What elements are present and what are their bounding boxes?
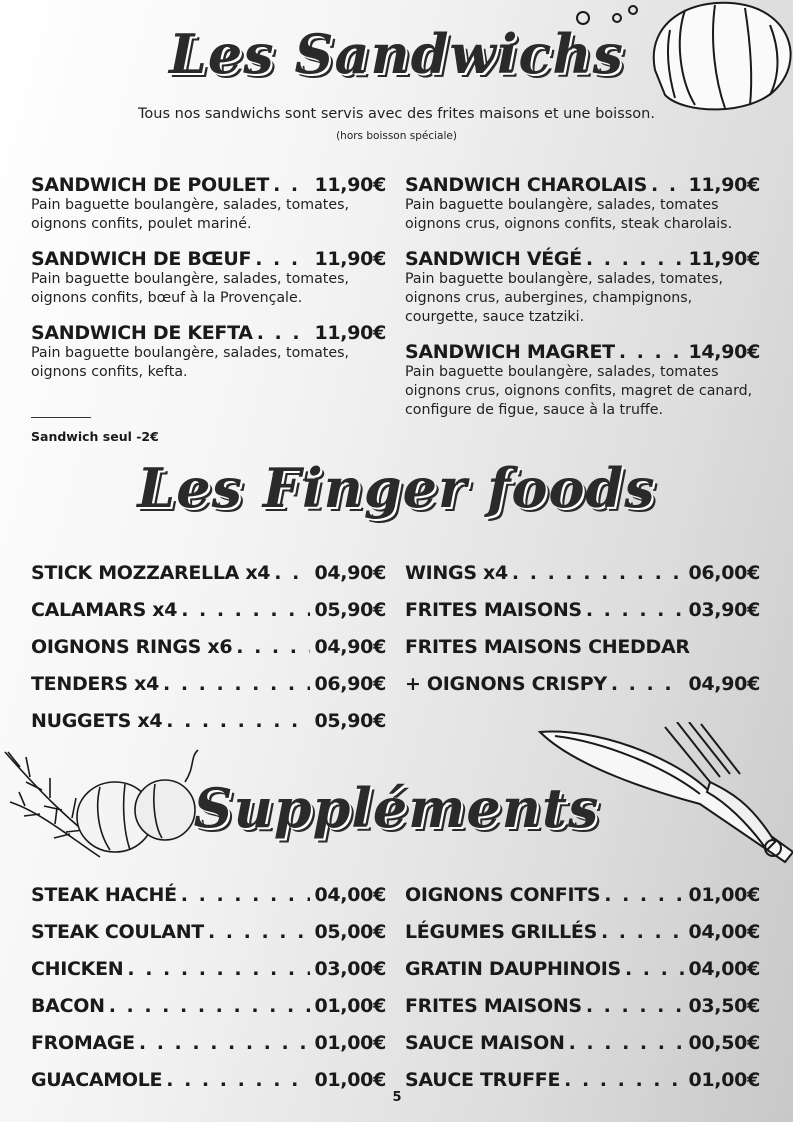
item-price: 04,90€	[688, 673, 760, 695]
menu-item	[405, 174, 760, 234]
sandwichs-right-column	[405, 174, 760, 434]
leader-dots	[166, 703, 310, 740]
item-name: STICK MOZZARELLA x4	[31, 562, 271, 584]
item-price: 11,90€	[314, 322, 386, 344]
leader-dots	[257, 322, 311, 344]
menu-item	[405, 341, 760, 420]
page-number: 5	[392, 1090, 402, 1105]
finger-left-column	[31, 555, 386, 740]
leader-dots	[255, 248, 310, 270]
item-price: 05,90€	[314, 599, 386, 621]
menu-item	[405, 248, 760, 327]
item-name: OIGNONS RINGS x6	[31, 636, 233, 658]
leader-dots	[601, 914, 685, 951]
leader-dots	[181, 877, 311, 914]
item-price: 01,00€	[314, 1032, 386, 1054]
item-price: 03,90€	[688, 599, 760, 621]
menu-row	[31, 666, 386, 703]
supplements-right-column	[405, 877, 760, 1099]
sandwichs-title: Les Sandwichs	[168, 22, 625, 86]
item-price: 05,00€	[314, 921, 386, 943]
menu-row	[405, 555, 760, 592]
menu-row	[405, 666, 760, 703]
menu-row	[405, 877, 760, 914]
menu-row	[31, 877, 386, 914]
leader-dots	[139, 1025, 311, 1062]
item-name: STEAK HACHÉ	[31, 884, 177, 906]
menu-row	[31, 988, 386, 1025]
item-name: GRATIN DAUPHINOIS	[405, 958, 621, 980]
item-price: 04,00€	[314, 884, 386, 906]
item-description: Pain baguette boulangère, salades, tomates, oignons confits, bœuf à la Provençale.	[31, 271, 349, 306]
leader-dots	[604, 877, 684, 914]
item-price: 05,90€	[314, 710, 386, 732]
supplements-left-column	[31, 877, 386, 1099]
leader-dots	[586, 988, 685, 1025]
item-price: 11,90€	[688, 174, 760, 196]
item-name: SANDWICH DE BŒUF	[31, 248, 252, 270]
leader-dots	[586, 592, 685, 629]
item-name: WINGS x4	[405, 562, 508, 584]
menu-row	[405, 1062, 760, 1099]
leader-dots	[236, 629, 310, 666]
item-description: Pain baguette boulangère, salades, tomates oignons crus, oignons confits, magret de canard, configure de figue, sauce à la truffe.	[405, 364, 753, 418]
item-price: 03,00€	[314, 958, 386, 980]
leader-dots	[208, 914, 311, 951]
item-name: SANDWICH MAGRET	[405, 341, 615, 363]
leader-dots	[569, 1025, 685, 1062]
item-price: 03,50€	[688, 995, 760, 1017]
supplements-title: Suppléments	[193, 776, 600, 840]
item-price: 01,00€	[314, 1069, 386, 1091]
item-price: 06,90€	[314, 673, 386, 695]
leader-dots	[273, 174, 310, 196]
item-price: 11,90€	[314, 248, 386, 270]
item-name: + OIGNONS CRISPY	[405, 673, 607, 695]
menu-row	[31, 914, 386, 951]
item-name: FROMAGE	[31, 1032, 135, 1054]
menu-row	[405, 592, 760, 629]
finger-foods-title: Les Finger foods	[137, 456, 656, 520]
item-description: Pain baguette boulangère, salades, tomates oignons crus, oignons confits, steak charolais.	[405, 197, 733, 232]
item-price: 11,90€	[688, 248, 760, 270]
leader-dots	[163, 666, 310, 703]
item-price: 01,00€	[688, 884, 760, 906]
divider	[31, 417, 91, 418]
menu-row	[405, 951, 760, 988]
item-name: FRITES MAISONS	[405, 599, 582, 621]
leader-dots	[166, 1062, 310, 1099]
item-name: CALAMARS x4	[31, 599, 178, 621]
leader-dots	[619, 341, 685, 363]
item-name: SAUCE MAISON	[405, 1032, 565, 1054]
item-name: NUGGETS x4	[31, 710, 163, 732]
menu-item	[31, 174, 386, 234]
leader-dots	[611, 666, 685, 703]
leader-dots	[127, 951, 310, 988]
item-description: Pain baguette boulangère, salades, tomates, oignons confits, poulet mariné.	[31, 197, 349, 232]
item-name: TENDERS x4	[31, 673, 159, 695]
item-name: STEAK COULANT	[31, 921, 204, 943]
item-price: 04,90€	[314, 636, 386, 658]
leader-dots	[274, 555, 310, 592]
sandwichs-subtitle: Tous nos sandwichs sont servis avec des frites maisons et une boisson.	[138, 106, 655, 122]
item-price: 04,00€	[688, 958, 760, 980]
item-name: SANDWICH DE POULET	[31, 174, 270, 196]
item-name: LÉGUMES GRILLÉS	[405, 921, 597, 943]
menu-row	[405, 629, 760, 666]
item-name: SANDWICH VÉGÉ	[405, 248, 582, 270]
item-name: CHICKEN	[31, 958, 124, 980]
sandwichs-note: (hors boisson spéciale)	[336, 130, 457, 142]
menu-row	[405, 988, 760, 1025]
item-name: GUACAMOLE	[31, 1069, 163, 1091]
item-name: SANDWICH DE KEFTA	[31, 322, 253, 344]
item-name: SAUCE TRUFFE	[405, 1069, 561, 1091]
item-price: 11,90€	[314, 174, 386, 196]
sandwich-alone-note: Sandwich seul -2€	[31, 429, 159, 444]
item-name: FRITES MAISONS	[405, 995, 582, 1017]
item-price: 06,00€	[688, 562, 760, 584]
item-price: 14,90€	[688, 341, 760, 363]
item-price: 01,00€	[688, 1069, 760, 1091]
finger-right-column	[405, 555, 760, 703]
leader-dots	[651, 174, 684, 196]
sandwichs-left-column	[31, 174, 386, 396]
menu-item	[31, 322, 386, 382]
menu-item	[31, 248, 386, 308]
leader-dots	[181, 592, 310, 629]
menu-row	[405, 914, 760, 951]
item-description: Pain baguette boulangère, salades, tomates, oignons crus, aubergines, champignons, courgette, sauce tzatziki.	[405, 271, 723, 325]
item-name: BACON	[31, 995, 105, 1017]
menu-row	[405, 1025, 760, 1062]
leader-dots	[512, 555, 685, 592]
menu-row	[31, 555, 386, 592]
leader-dots	[109, 988, 311, 1025]
menu-row	[31, 592, 386, 629]
item-name: SANDWICH CHAROLAIS	[405, 174, 648, 196]
item-price: 04,00€	[688, 921, 760, 943]
item-description: Pain baguette boulangère, salades, tomates, oignons confits, kefta.	[31, 345, 349, 380]
item-price: 04,90€	[314, 562, 386, 584]
menu-row	[31, 629, 386, 666]
leader-dots	[586, 248, 685, 270]
leader-dots	[625, 951, 685, 988]
menu-row	[31, 1025, 386, 1062]
leader-dots	[564, 1062, 684, 1099]
item-price: 01,00€	[314, 995, 386, 1017]
item-name: FRITES MAISONS CHEDDAR	[405, 636, 690, 658]
item-price: 00,50€	[688, 1032, 760, 1054]
menu-row	[31, 1062, 386, 1099]
menu-row	[31, 951, 386, 988]
item-name: OIGNONS CONFITS	[405, 884, 601, 906]
menu-row	[31, 703, 386, 740]
